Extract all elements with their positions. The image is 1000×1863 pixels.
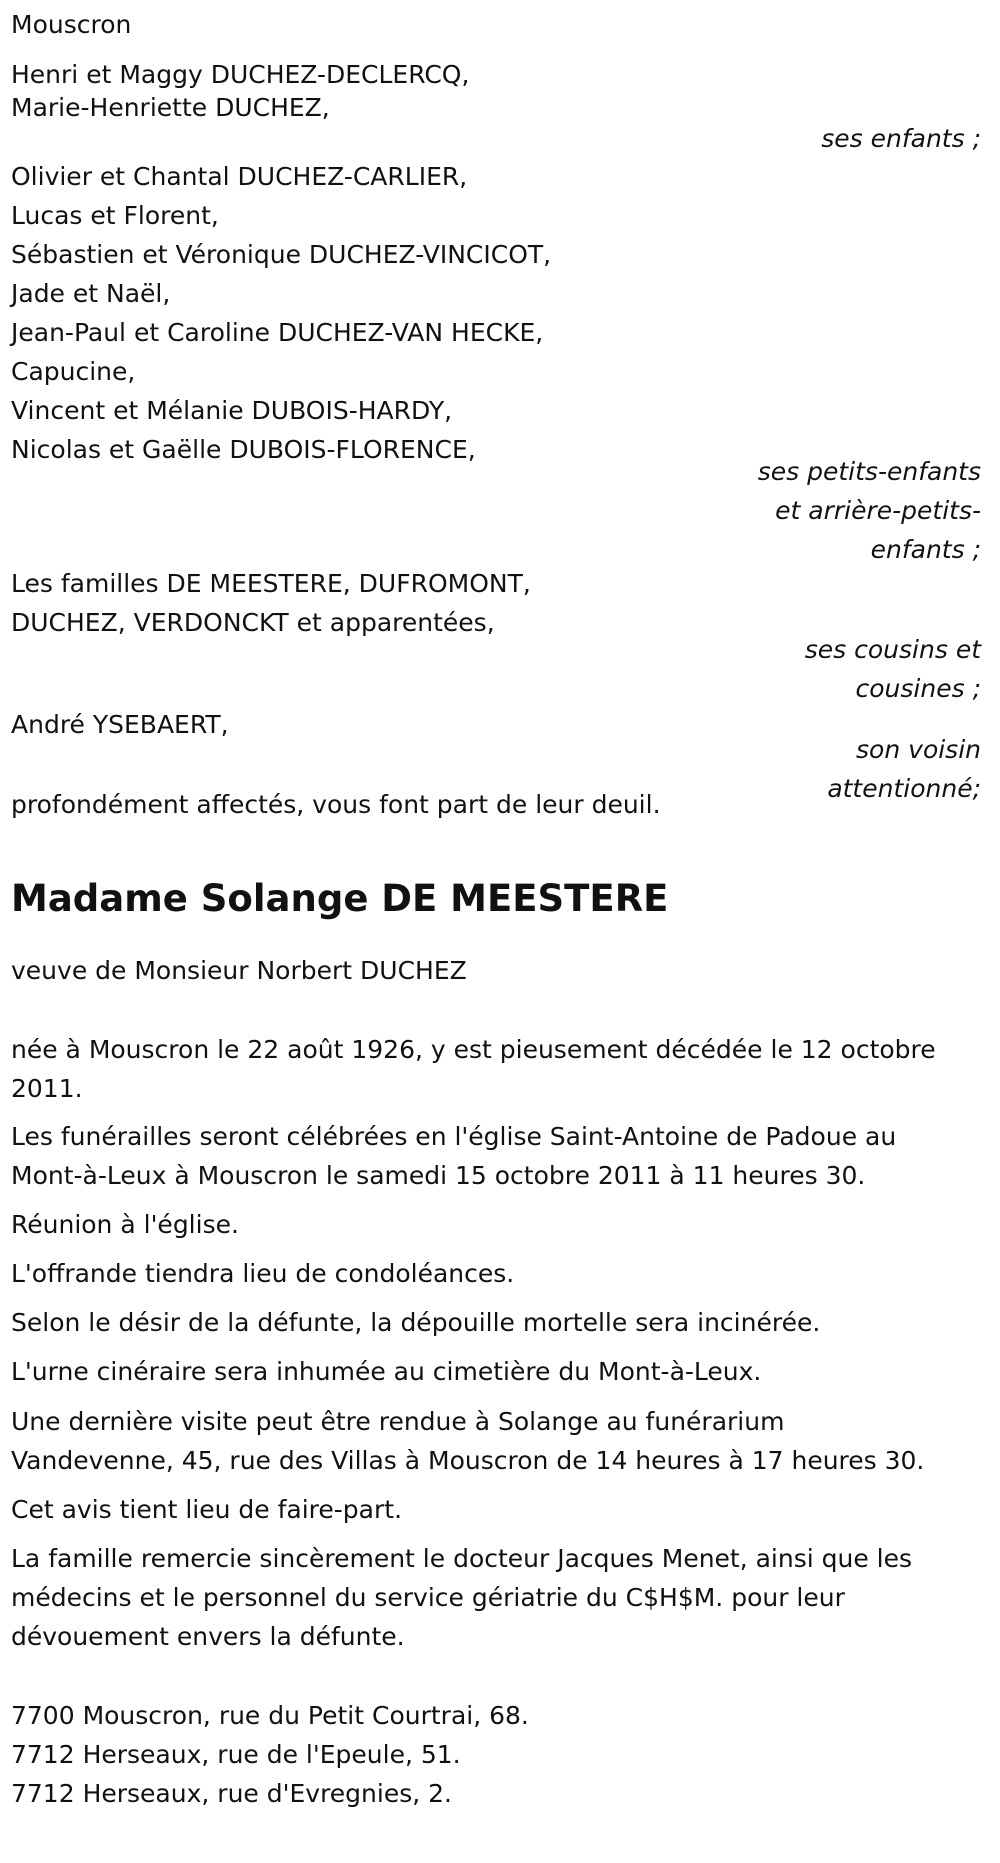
visit-line: Une dernière visite peut être rendue à Solange au funérarium — [11, 1407, 785, 1436]
birth-death-line: née à Mouscron le 22 août 1926, y est pieusement décédée le 12 octobre — [11, 1035, 936, 1064]
offering-text: L'offrande tiendra lieu de condoléances. — [11, 1259, 515, 1288]
grandchildren-line: Jade et Naël, — [11, 279, 171, 308]
grandchildren-line: Nicolas et Gaëlle DUBOIS-FLORENCE, — [11, 435, 476, 464]
announcement-text: profondément affectés, vous font part de leur deuil. — [11, 790, 661, 819]
grandchildren-line: Capucine, — [11, 357, 136, 386]
children-line: Marie-Henriette DUCHEZ, — [11, 93, 330, 122]
meeting-text: Réunion à l'église. — [11, 1210, 239, 1239]
grandchildren-role: enfants ; — [870, 535, 981, 564]
birth-death-line: 2011. — [11, 1074, 83, 1103]
address-line: 7712 Herseaux, rue d'Evregnies, 2. — [11, 1779, 452, 1808]
grandchildren-line: Lucas et Florent, — [11, 201, 219, 230]
grandchildren-role: et arrière-petits- — [775, 496, 981, 525]
families-role: ses cousins et — [804, 635, 981, 664]
grandchildren-role: ses petits-enfants — [757, 457, 981, 486]
grandchildren-line: Sébastien et Véronique DUCHEZ-VINCICOT, — [11, 240, 552, 269]
neighbor-role: attentionné; — [827, 774, 981, 803]
families-line: DUCHEZ, VERDONCKT et apparentées, — [11, 608, 495, 637]
families-role: cousines ; — [855, 674, 981, 703]
cremation-text: Selon le désir de la défunte, la dépouille mortelle sera incinérée. — [11, 1308, 821, 1337]
neighbor-name: André YSEBAERT, — [11, 710, 229, 739]
widow-of-text: veuve de Monsieur Norbert DUCHEZ — [11, 956, 467, 985]
address-line: 7712 Herseaux, rue de l'Epeule, 51. — [11, 1740, 461, 1769]
address-line: 7700 Mouscron, rue du Petit Courtrai, 68. — [11, 1701, 529, 1730]
urn-text: L'urne cinéraire sera inhumée au cimetière du Mont-à-Leux. — [11, 1357, 762, 1386]
thanks-line: La famille remercie sincèrement le docteur Jacques Menet, ainsi que les — [11, 1544, 913, 1573]
funeral-line: Les funérailles seront célébrées en l'église Saint-Antoine de Padoue au — [11, 1122, 897, 1151]
funeral-line: Mont-à-Leux à Mouscron le samedi 15 octobre 2011 à 11 heures 30. — [11, 1161, 866, 1190]
thanks-line: médecins et le personnel du service gériatrie du C$H$M. pour leur — [11, 1583, 845, 1612]
families-line: Les familles DE MEESTERE, DUFROMONT, — [11, 569, 531, 598]
deceased-name: Madame Solange DE MEESTERE — [11, 877, 669, 920]
neighbor-role: son voisin — [856, 735, 981, 764]
grandchildren-line: Vincent et Mélanie DUBOIS-HARDY, — [11, 396, 453, 425]
thanks-line: dévouement envers la défunte. — [11, 1622, 405, 1651]
children-line: Henri et Maggy DUCHEZ-DECLERCQ, — [11, 60, 470, 89]
visit-line: Vandevenne, 45, rue des Villas à Mouscron de 14 heures à 17 heures 30. — [11, 1446, 925, 1475]
children-role: ses enfants ; — [821, 124, 981, 153]
notice-text: Cet avis tient lieu de faire-part. — [11, 1495, 403, 1524]
grandchildren-line: Jean-Paul et Caroline DUCHEZ-VAN HECKE, — [11, 318, 544, 347]
header-city: Mouscron — [11, 10, 132, 39]
grandchildren-line: Olivier et Chantal DUCHEZ-CARLIER, — [11, 162, 468, 191]
